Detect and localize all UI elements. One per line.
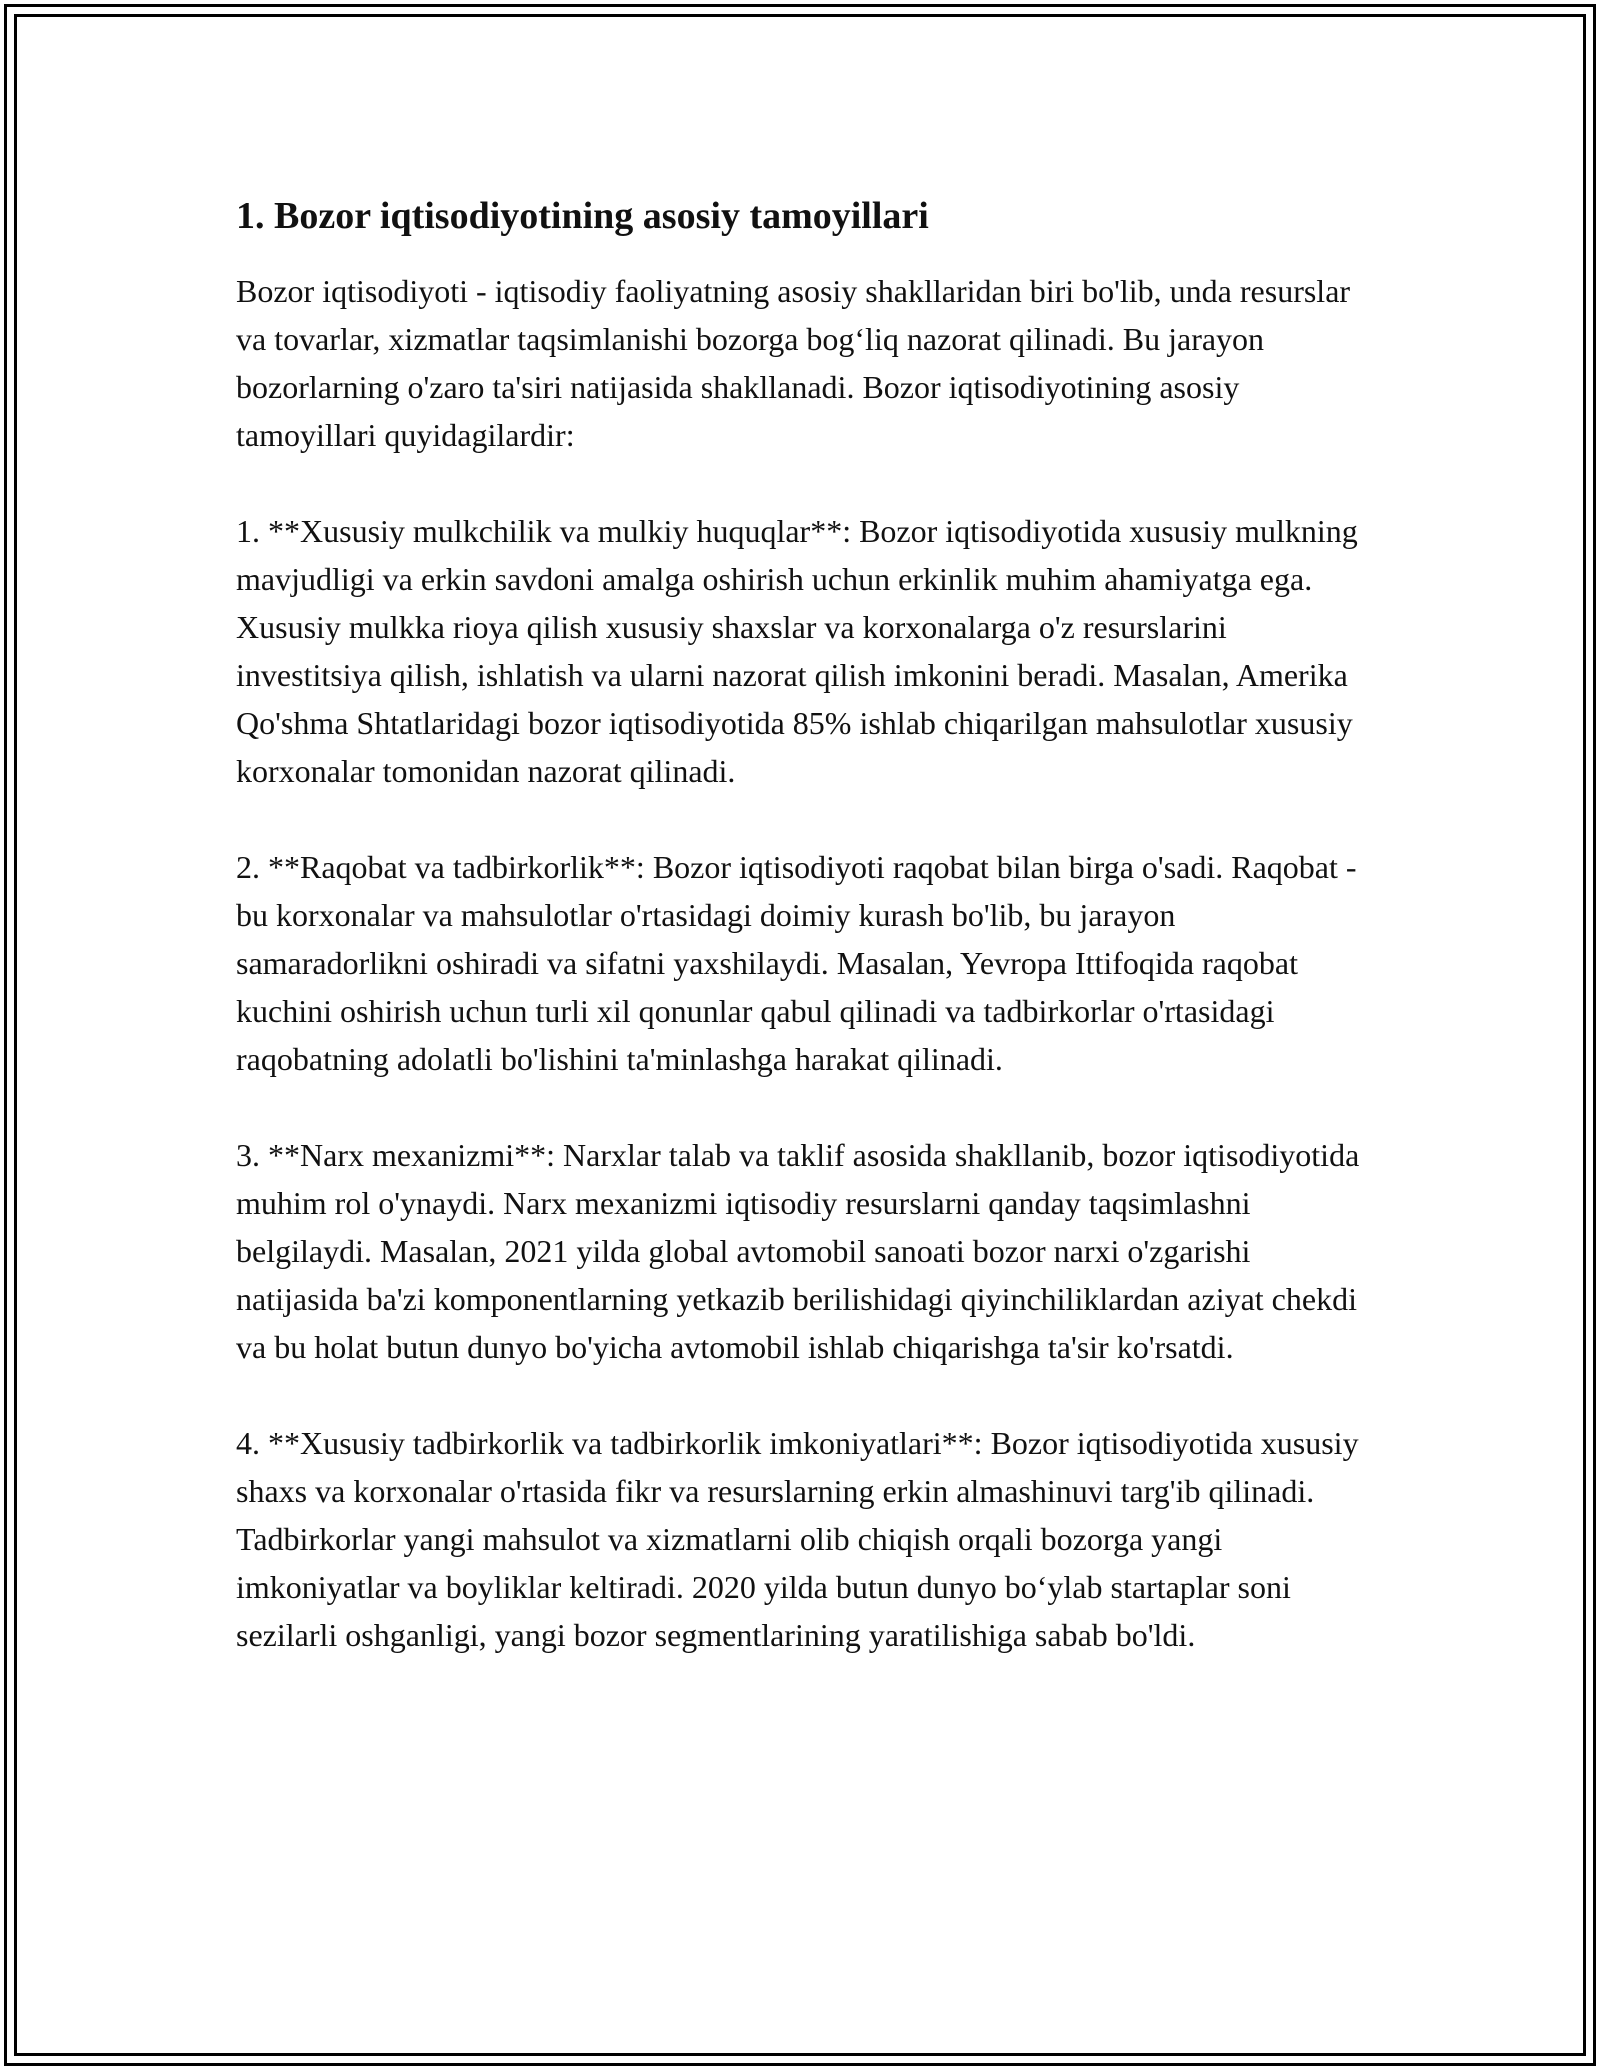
paragraph-private-property: 1. **Xususiy mulkchilik va mulkiy huquqlar**: Bozor iqtisodiyotida xususiy mulkning mavjudligi va erkin savdoni amalga oshirish uchun erkinlik muhim ahamiyatga ega. Xususiy mulkka rioya qilish xususiy shaxslar va korxonalarga o'z resurslarini investitsiya qilish, ishlatish va ularni nazorat qilish imkonini beradi. Masalan, Amerika Qo'shma Shtatlaridagi bozor iqtisodiyotida 85% ishlab chiqarilgan mahsulotlar xususiy korxonalar tomonidan nazorat qilinadi. [236,513,1358,790]
paragraph-price-mechanism: 3. **Narx mexanizmi**: Narxlar talab va taklif asosida shakllanib, bozor iqtisodiyotida muhim rol o'ynaydi. Narx mexanizmi iqtisodiy resurslarni qanday taqsimlashni belgilaydi. Masalan, 2021 yilda global avtomobil sanoati bozor narxi o'zgarishi natijasida ba'zi komponentlarning yetkazib berilishidagi qiyinchiliklardan aziyat chekdi va bu holat butun dunyo bo'yicha avtomobil ishlab chiqarishga ta'sir ko'rsatdi. [236,1137,1360,1366]
paragraph-entrepreneurship: 4. **Xususiy tadbirkorlik va tadbirkorlik imkoniyatlari**: Bozor iqtisodiyotida xususiy shaxs va korxonalar o'rtasida fikr va resurslarning erkin almashinuvi targ'ib qilinadi. Tadbirkorlar yangi mahsulot va xizmatlarni olib chiqish orqali bozorga yangi imkoniyatlar va boyliklar keltiradi. 2020 yilda butun dunyo bo‘ylab startaplar soni sezilarli oshganligi, yangi bozor segmentlarining yaratilishiga sabab bo'ldi. [236,1425,1359,1654]
document-title: 1. Bozor iqtisodiyotining asosiy tamoyillari [236,195,929,237]
paragraph-competition: 2. **Raqobat va tadbirkorlik**: Bozor iqtisodiyoti raqobat bilan birga o'sadi. Raqobat - bu korxonalar va mahsulotlar o'rtasidagi doimiy kurash bo'lib, bu jarayon samaradorlikni oshiradi va sifatni yaxshilaydi. Masalan, Yevropa Ittifoqida raqobat kuchini oshirish uchun turli xil qonunlar qabul qilinadi va tadbirkorlar o'rtasidagi raqobatning adolatli bo'lishini ta'minlashga harakat qilinadi. [236,849,1357,1078]
document-body [236,180,1366,1707]
intro-paragraph: Bozor iqtisodiyoti - iqtisodiy faoliyatning asosiy shakllaridan biri bo'lib, unda resurslar va tovarlar, xizmatlar taqsimlanishi bozorga bog‘liq nazorat qilinadi. Bu jarayon bozorlarning o'zaro ta'siri natijasida shakllanadi. Bozor iqtisodiyotining asosiy tamoyillari quyidagilardir: [236,273,1351,454]
